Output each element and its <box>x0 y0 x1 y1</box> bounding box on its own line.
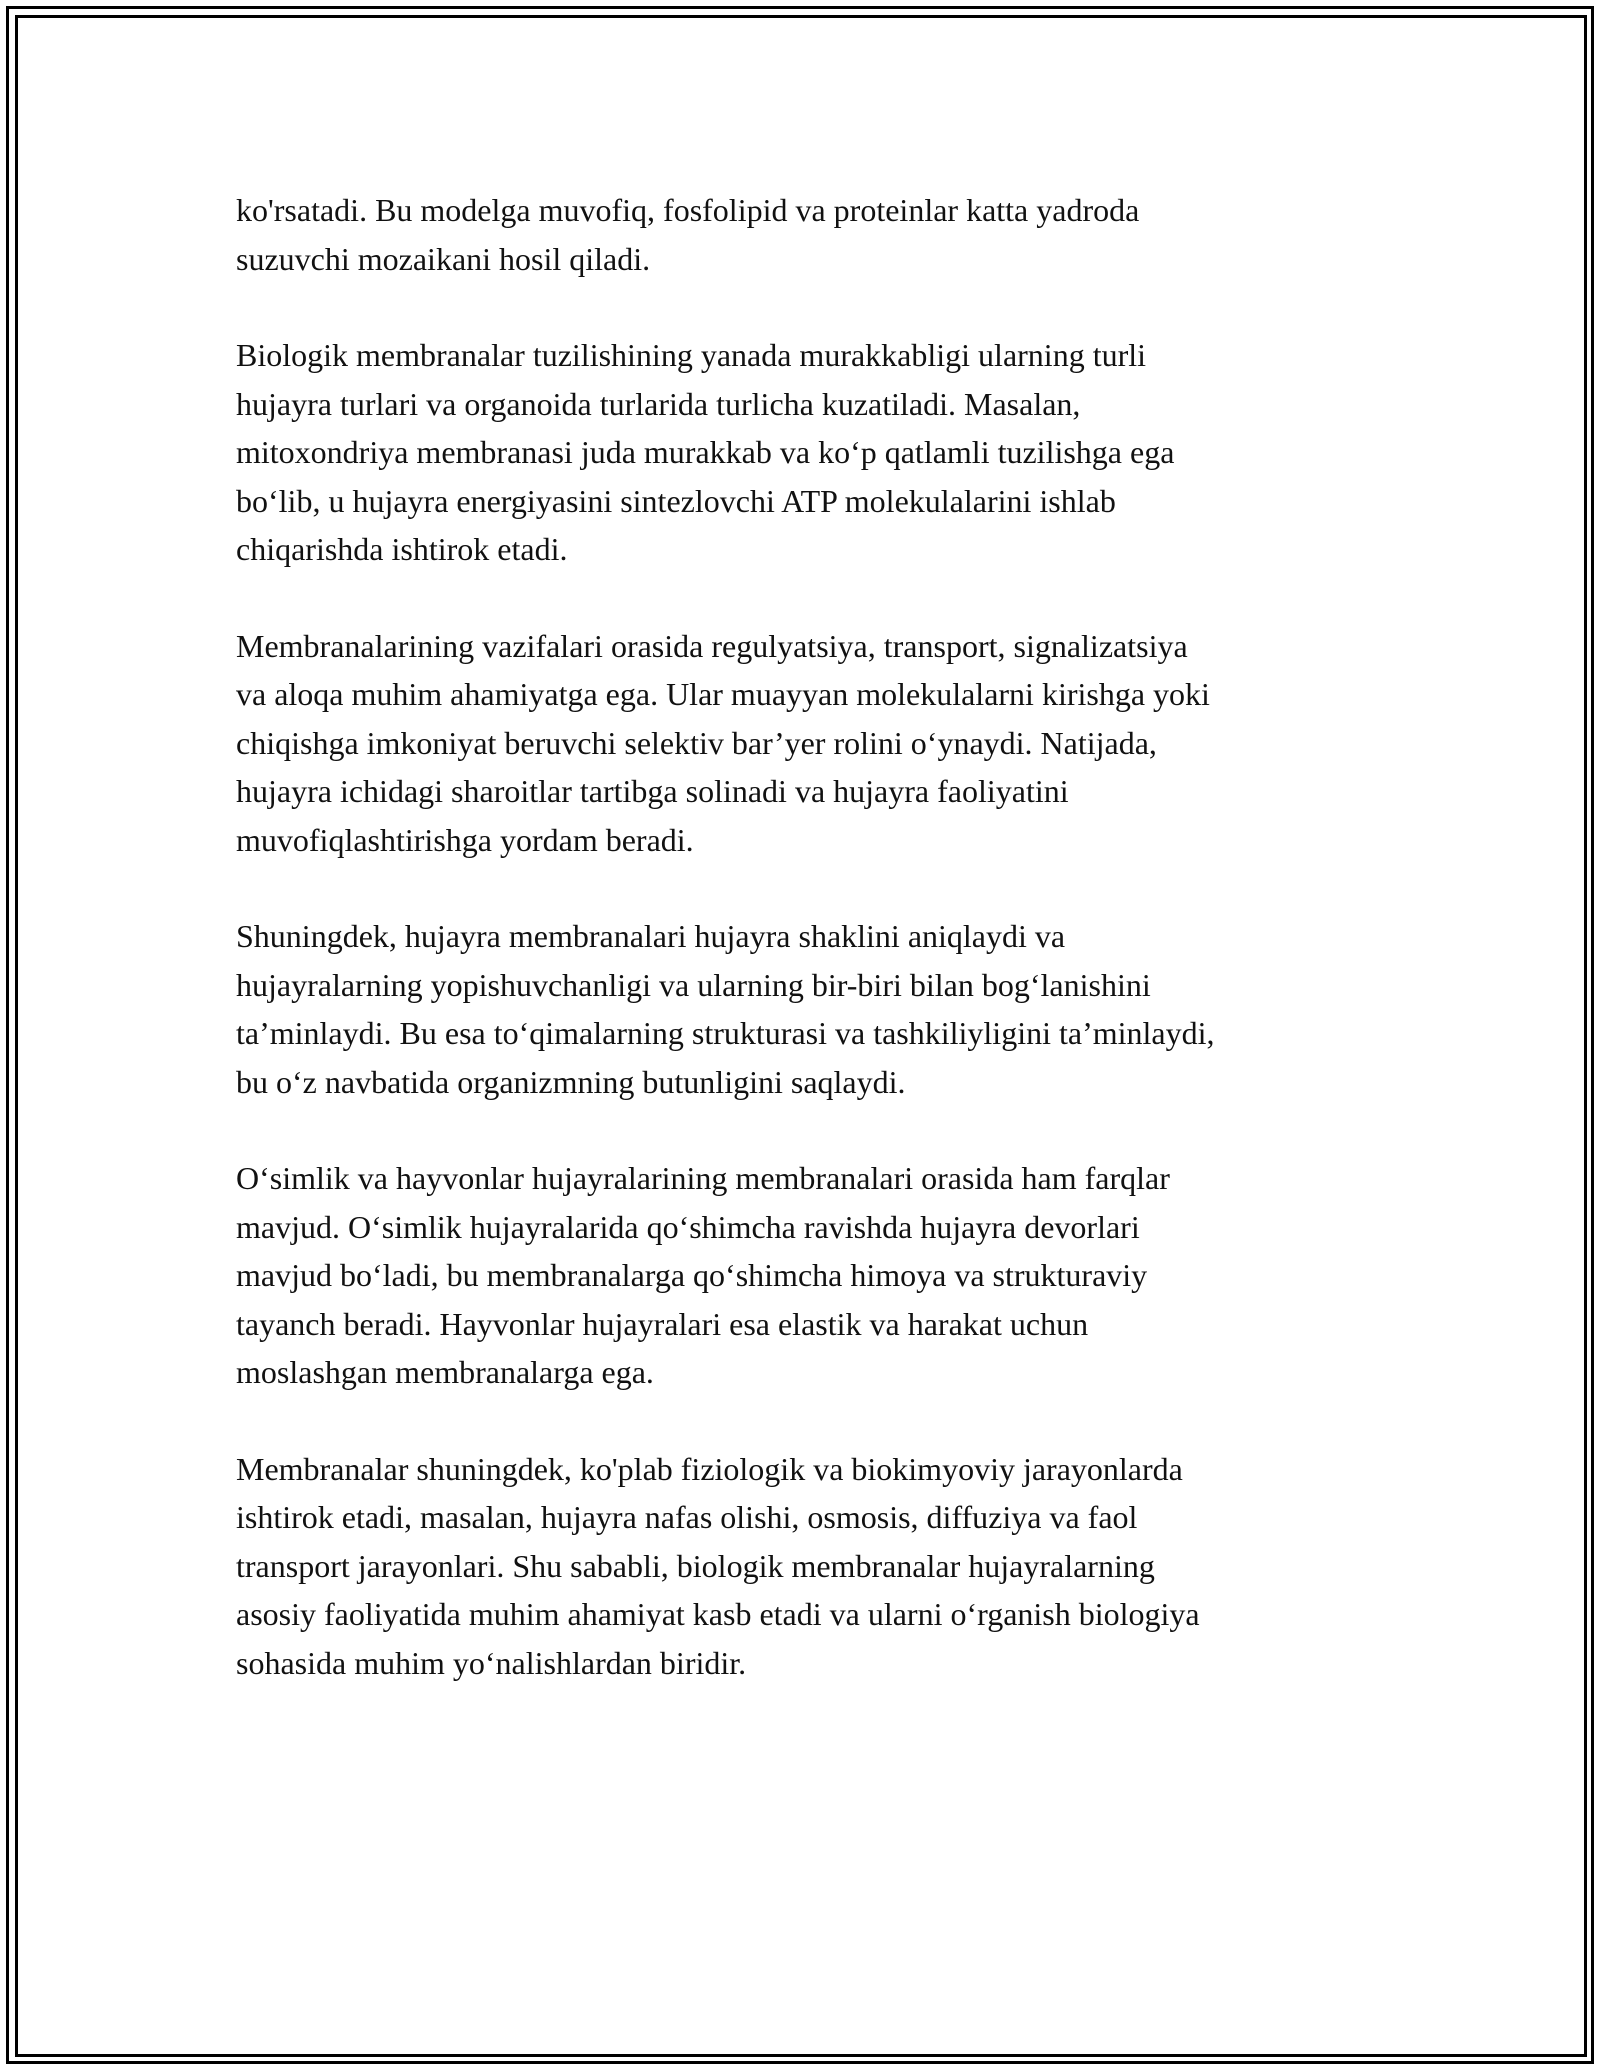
paragraph-membrane-functions: Membranalarining vazifalari orasida regulyatsiya, transport, signalizatsiya va aloqa muhim ahamiyatga ega. Ular muayyan molekulalarni kirishga yoki chiqishga imkoniyat beruvchi selektiv bar’yer rolini o‘ynaydi. Natijada, hujayra ichidagi sharoitlar tartibga solinadi va hujayra faoliyatini muvofiqlashtirishga yordam beradi. <box>236 627 1210 858</box>
paragraph-membrane-complexity: Biologik membranalar tuzilishining yanada murakkabligi ularning turli hujayra turlari va organoida turlarida turlicha kuzatiladi. Masalan, mitoxondriya membranasi juda murakkab va ko‘p qatlamli tuzilishga ega bo‘lib, u hujayra energiyasini sintezlovchi ATP molekulalarini ishlab chiqarishda ishtirok etadi. <box>236 337 1175 567</box>
paragraph-cell-shape: Shuningdek, hujayra membranalari hujayra shaklini aniqlaydi va hujayralarning yopishuvchanligi va ularning bir-biri bilan bog‘lanishini ta’minlaydi. Bu esa to‘qimalarning strukturasi va tashkiliyligini ta’minlaydi, bu o‘z navbatida organizmning butunligini saqlaydi. <box>236 918 1215 1100</box>
paragraph-membrane-model: ko'rsatadi. Bu modelga muvofiq, fosfolipid va proteinlar katta yadroda suzuvchi mozaikani hosil qiladi. <box>236 192 1140 277</box>
paragraph-physiological-processes: Membranalar shuningdek, ko'plab fiziologik va biokimyoviy jarayonlarda ishtirok etadi, masalan, hujayra nafas olishi, osmosis, diffuziya va faol transport jarayonlari. Shu sababli, biologik membranalar hujayralarning asosiy faoliyatida muhim ahamiyat kasb etadi va ularni o‘rganish biologiya sohasida muhim yo‘nalishlardan biridir. <box>236 1450 1200 1681</box>
paragraph-plant-animal-differences: O‘simlik va hayvonlar hujayralarining membranalari orasida ham farqlar mavjud. O‘simlik hujayralarida qo‘shimcha ravishda hujayra devorlari mavjud bo‘ladi, bu membranalarga qo‘shimcha himoya va strukturaviy tayanch beradi. Hayvonlar hujayralari esa elastik va harakat uchun moslashgan membranalarga ega. <box>236 1160 1170 1390</box>
document-body <box>236 186 1376 1735</box>
